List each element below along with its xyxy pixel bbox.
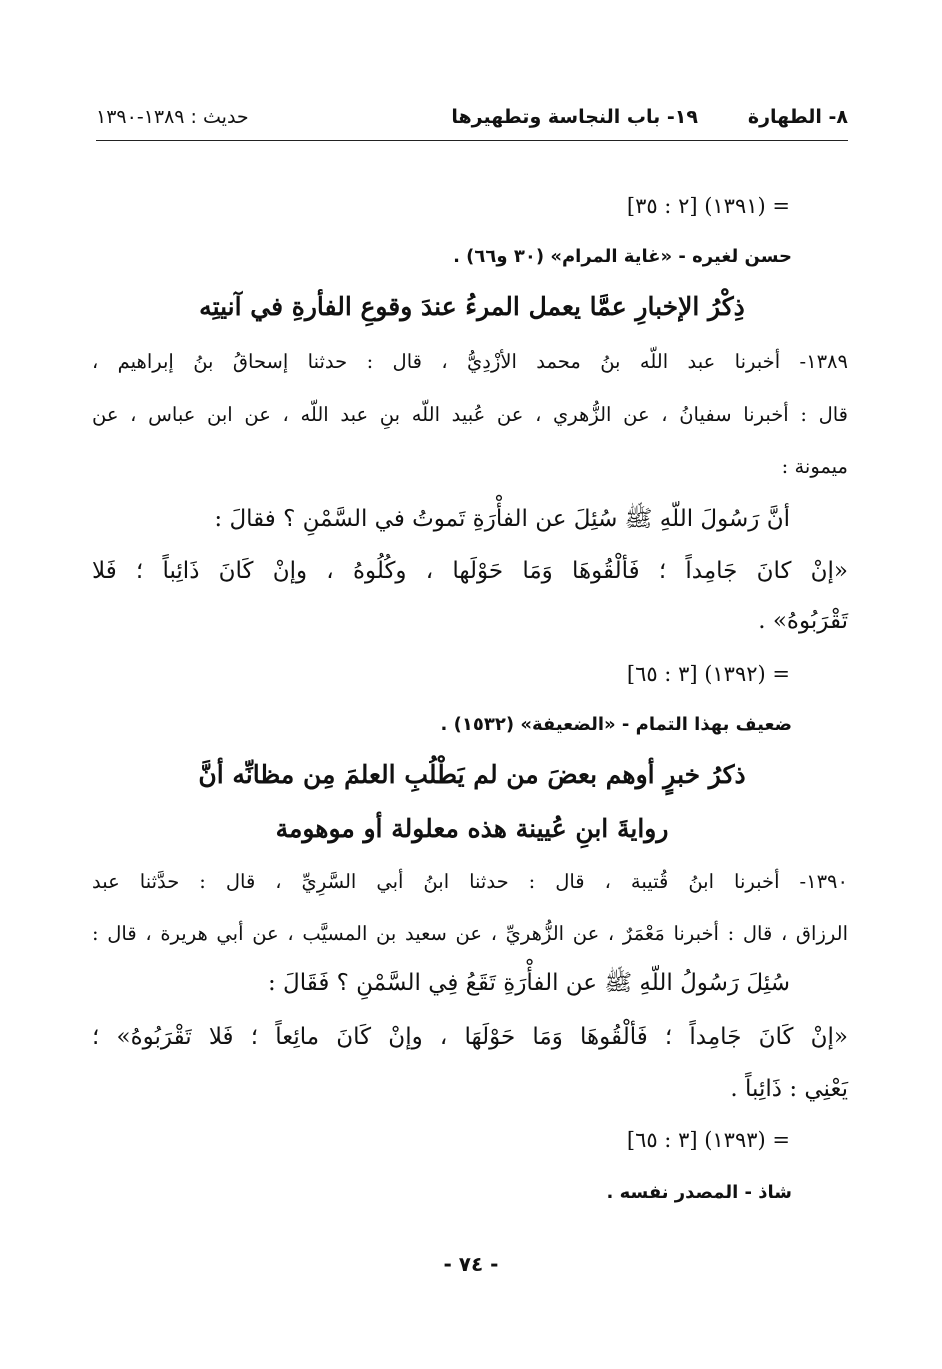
hadith-text-line-4: سُئِلَ رَسُولُ اللّهِ ﷺ عن الفأْرَةِ تَقَعُ فِي السَّمْنِ ؟ فَقَالَ : — [267, 970, 790, 996]
chain-line-2: قال : أخبرنا سفيانُ ، عن الزُّهري ، عن عُبيد اللّه بنِ عبد اللّه ، عن ابن عباس ، عن — [92, 403, 848, 426]
chain-line-3: ميمونة : — [781, 455, 848, 478]
grading-3: شاذ - المصدر نفسه . — [606, 1182, 792, 1203]
chain-line-4: ١٣٩٠- أخبرنا ابنُ قُتيبة ، قال : حدثنا ابنُ أبي السَّرِيِّ ، قال : حدَّثنا عبد — [92, 870, 848, 893]
page-number: - ٧٤ - — [443, 1252, 499, 1276]
grading-1: حسن لغيره - «غاية المرام» (٣٠ و٦٦) . — [453, 246, 792, 267]
section-heading-1390-line-2: روايةَ ابنِ عُيينة هذه معلولة أو موهومة — [275, 814, 669, 843]
hadith-text-line-6: يَعْنِي : ذَائِباً . — [730, 1076, 848, 1102]
hadith-text-line-2: «إنْ كانَ جَامِداً ؛ فَألْقُوهَا وَمَا حَوْلَها ، وكُلُوهُ ، وإنْ كَانَ ذَائِباً ؛ فَلا — [92, 558, 848, 584]
section-heading-1389: ذِكْرُ الإخبارِ عمَّا يعمل المرءُ عندَ وقوعِ الفأرةِ في آنيتِه — [199, 292, 745, 321]
page-header — [96, 104, 848, 141]
chain-line-5: الرزاق ، قال : أخبرنا مَعْمَرٌ ، عن الزُّهريِّ ، عن سعيد بن المسيَّب ، عن أبي هريرة ، قال : — [92, 922, 848, 945]
chapter-title: ١٩- باب النجاسة وتطهيرها — [451, 106, 698, 128]
chain-line-1: ١٣٨٩- أخبرنا عبد اللّه بنُ محمد الأزْدِيُّ ، قال : حدثنا إسحاقُ بنُ إبراهيم ، — [92, 350, 848, 373]
hadith-range: حديث : ١٣٨٩-١٣٩٠ — [96, 106, 249, 128]
section-heading-1390-line-1: ذكرُ خبرٍ أوهم بعضَ من لم يَطْلُبِ العلمَ مِن مظانِّه أنَّ — [198, 760, 746, 789]
reference-1393: = (١٣٩٣) [٣ : ٦٥] — [626, 1128, 790, 1152]
reference-1391: = (١٣٩١) [٢ : ٣٥] — [626, 194, 790, 218]
hadith-text-line-1: أنَّ رَسُولَ اللّهِ ﷺ سُئِلَ عن الفأْرَةِ تَموتُ في السَّمْنِ ؟ فقالَ : — [214, 506, 790, 532]
book-title: ٨- الطهارة — [747, 106, 848, 128]
reference-1392: = (١٣٩٢) [٣ : ٦٥] — [626, 662, 790, 686]
hadith-text-line-3: تَقْرَبُوهُ» . — [758, 608, 848, 634]
grading-2: ضعيف بهذا التمام - «الضعيفة» (١٥٣٢) . — [440, 714, 792, 735]
hadith-text-line-5: «إنْ كَانَ جَامِداً ؛ فَألْقُوهَا وَمَا حَوْلَهَا ، وإنْ كَانَ مائِعاً ؛ فَلا تَقْرَبُوهُ» ؛ — [92, 1024, 848, 1050]
